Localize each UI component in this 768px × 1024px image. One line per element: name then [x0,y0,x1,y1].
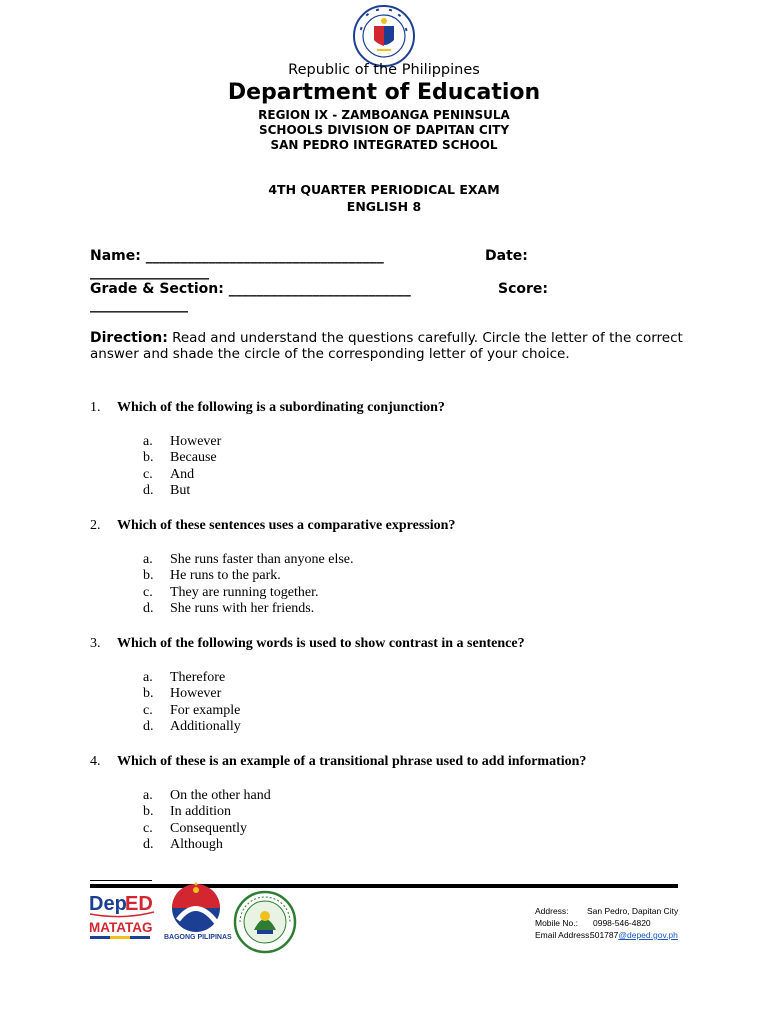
date-label: Date: [485,248,528,264]
question-stem: Which of the following is a subordinating conjunction? [117,400,445,415]
address-label: Address: [535,906,569,916]
question-number: 4. [90,754,101,769]
option-letter: c. [143,585,153,600]
direction-text: Read and understand the questions carefully. Circle the letter of the correct answer and shade the circle of the corresponding letter of your choice. [90,330,683,362]
svg-text:BAGONG PILIPINAS: BAGONG PILIPINAS [164,934,232,941]
option-text: However [170,434,222,449]
option-text: But [170,483,191,498]
svg-text:Dep: Dep [89,893,127,915]
option-text: However [170,686,222,701]
mobile-label: Mobile No.: [535,918,578,928]
footer-divider-thin [90,880,152,881]
option-letter: c. [143,703,153,718]
question-stem: Which of these is an example of a transitional phrase used to add information? [117,754,587,769]
option-text: In addition [170,804,232,819]
subject-title: ENGLISH 8 [346,199,422,214]
direction-paragraph [90,330,690,362]
option-text: Although [170,837,223,852]
option-text: Additionally [170,719,241,734]
email-link[interactable]: @deped.gov.ph [618,930,678,940]
option-text: On the other hand [170,788,271,803]
option-text: He runs to the park. [170,568,281,583]
name-label: Name: __________________________________ [90,248,384,264]
option-letter: a. [143,788,153,803]
option-text: Consequently [170,821,247,836]
option-letter: b. [143,450,154,465]
option-letter: c. [143,821,153,836]
option-text: They are running together. [170,585,319,600]
svg-text:MATATAG: MATATAG [89,920,153,935]
option-text: Therefore [170,670,226,685]
deped-matatag-logo [88,888,158,946]
republic-heading: Republic of the Philippines [288,62,480,78]
email-value [590,930,678,940]
exam-title: 4TH QUARTER PERIODICAL EXAM [268,182,500,197]
grade-section-blank[interactable]: __________________________ [228,281,411,297]
option-text: She runs with her friends. [170,601,315,616]
option-letter: b. [143,804,154,819]
option-letter: d. [143,483,154,498]
region-heading: REGION IX - ZAMBOANGA PENINSULA [258,108,510,122]
email-id: 501787 [590,930,619,940]
option-text: For example [170,703,241,718]
option-letter: a. [143,434,153,449]
option-letter: a. [143,552,153,567]
deped-seal-logo [350,4,418,68]
score-label: Score: [498,281,548,297]
option-letter: d. [143,601,154,616]
name-blank[interactable]: __________________________________ [145,248,384,264]
option-letter: b. [143,568,154,583]
email-label: Email Address: [535,930,592,940]
score-blank[interactable]: ______________ [90,297,188,313]
question-number: 1. [90,400,101,415]
option-text: And [170,467,195,482]
option-letter: d. [143,719,154,734]
question-stem: Which of these sentences uses a comparative expression? [117,518,456,533]
date-blank[interactable]: _________________ [90,264,209,280]
division-heading: SCHOOLS DIVISION OF DAPITAN CITY [258,123,510,137]
direction-label: Direction: [90,330,168,346]
question-number: 2. [90,518,101,533]
option-text: Because [170,450,217,465]
option-text: She runs faster than anyone else. [170,552,354,567]
option-letter: a. [143,670,153,685]
grade-section-label: Grade & Section: __________________________ [90,281,411,297]
school-seal-logo [232,890,298,954]
option-letter: b. [143,686,154,701]
option-letter: d. [143,837,154,852]
mobile-value: 0998-546-4820 [593,918,651,928]
question-stem: Which of the following words is used to show contrast in a sentence? [117,636,525,651]
svg-text:ED: ED [125,893,153,915]
question-number: 3. [90,636,101,651]
option-letter: c. [143,467,153,482]
bagong-pilipinas-logo [164,880,234,942]
address-value: San Pedro, Dapitan City [587,906,679,916]
department-heading: Department of Education [227,80,541,105]
school-heading: SAN PEDRO INTEGRATED SCHOOL [270,138,498,152]
